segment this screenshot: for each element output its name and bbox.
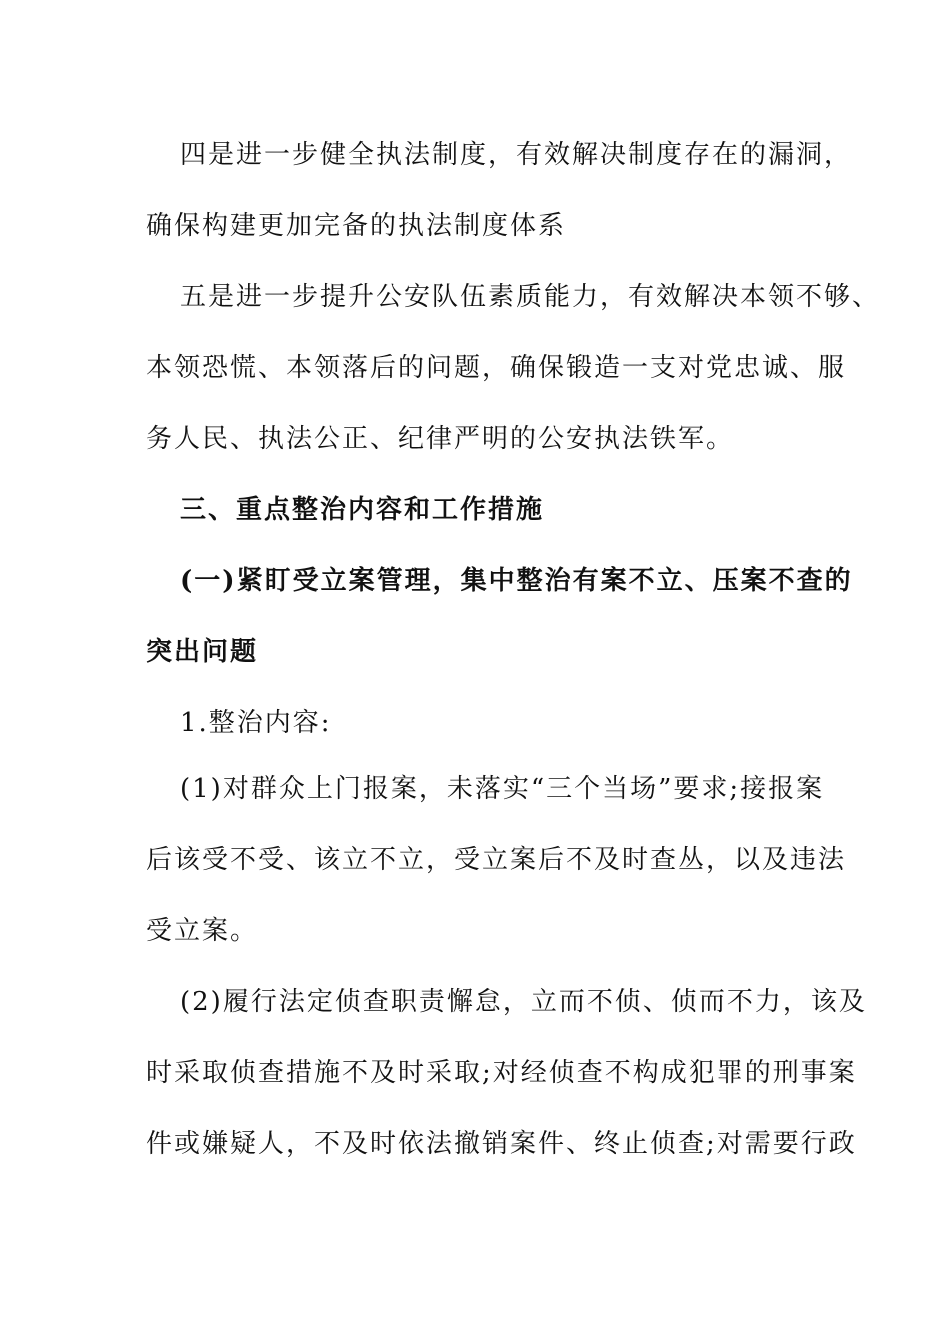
item-1-line-2: 后该受不受、该立不立，受立案后不及时查丛，以及违法 [146, 845, 847, 875]
paragraph-5-line-3: 务人民、执法公正、纪律严明的公安执法铁军。 [146, 424, 735, 454]
paragraph-4-line-2: 确保构建更加完备的执法制度体系 [146, 211, 567, 241]
item-1-line-1: (1)对群众上门报案，未落实“三个当场”要求;接报案 [180, 774, 825, 804]
item-2-line-2: 时采取侦查措施不及时采取;对经侦查不构成犯罪的刑事案 [146, 1058, 857, 1088]
item-heading: 1.整治内容: [180, 708, 332, 738]
section-heading: 三、重点整治内容和工作措施 [180, 495, 545, 525]
subsection-heading-line-2: 突出问题 [146, 637, 259, 667]
paragraph-4-line-1: 四是进一步健全执法制度，有效解决制度存在的漏洞， [180, 140, 853, 170]
paragraph-5-line-2: 本领恐慌、本领落后的问题，确保锻造一支对党忠诚、服 [146, 353, 847, 383]
subsection-heading-line-1: (一)紧盯受立案管理，集中整治有案不立、压案不查的 [180, 566, 853, 596]
item-2-line-1: (2)履行法定侦查职责懈怠，立而不侦、侦而不力，该及 [180, 987, 867, 1017]
paragraph-5-line-1: 五是进一步提升公安队伍素质能力，有效解决本领不够、 [180, 282, 881, 312]
item-1-line-3: 受立案。 [146, 916, 259, 946]
item-2-line-3: 件或嫌疑人，不及时依法撤销案件、终止侦查;对需要行政 [146, 1129, 857, 1159]
